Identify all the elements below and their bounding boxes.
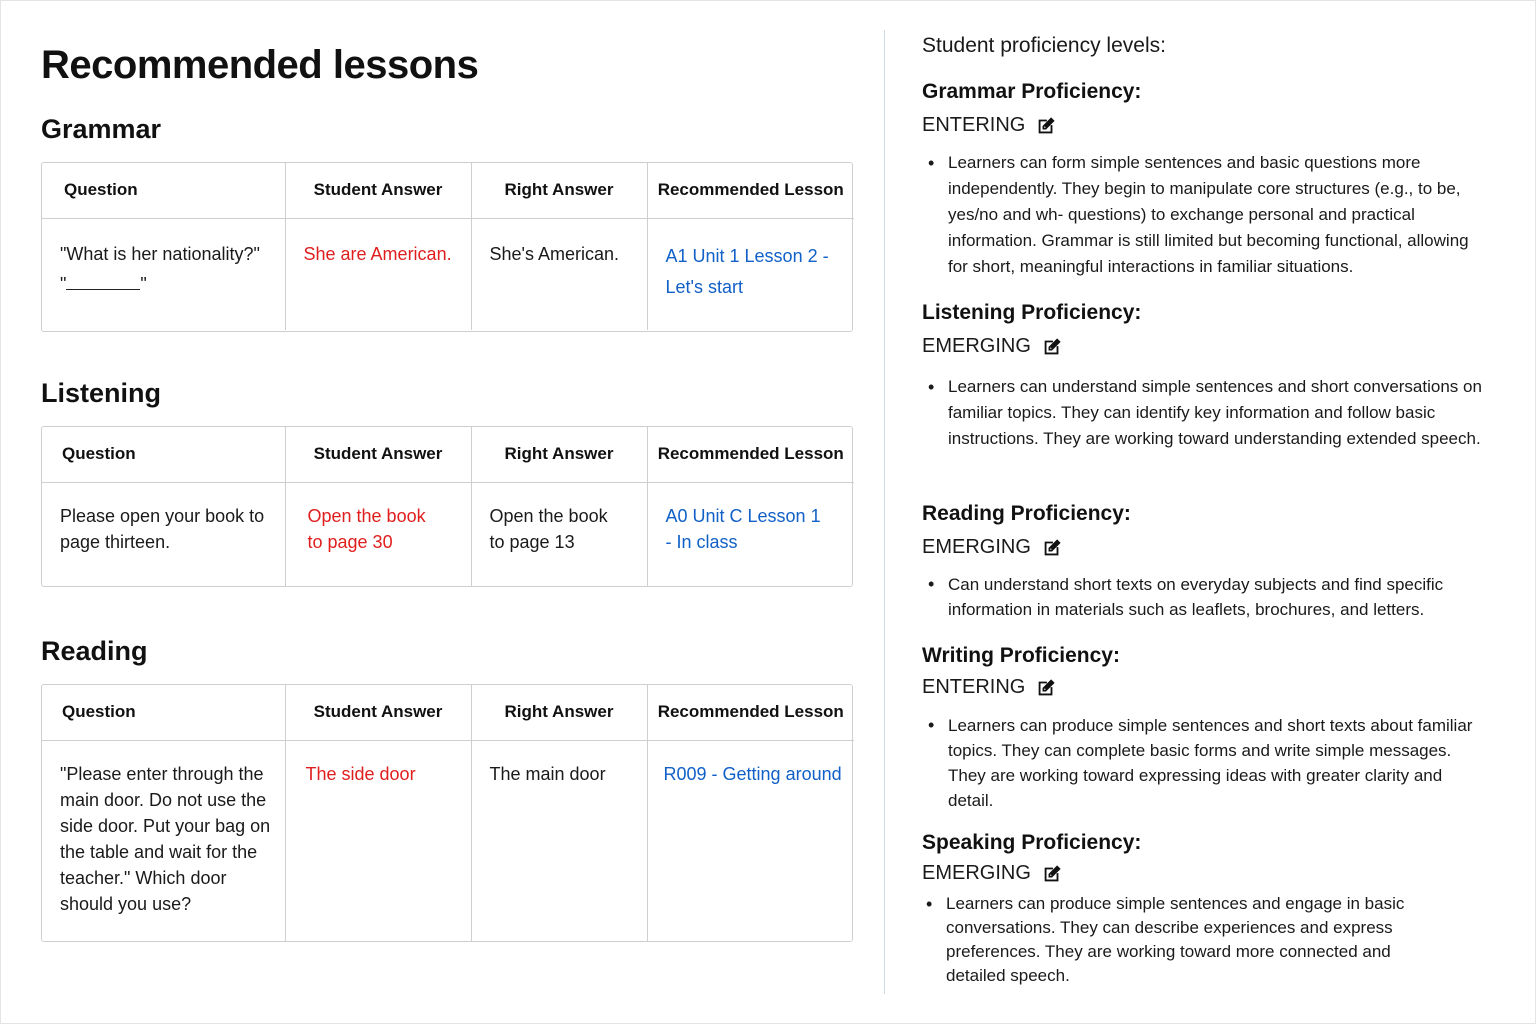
recommended-lesson-cell	[647, 218, 854, 330]
section-title-listening: Listening	[41, 378, 161, 408]
header-recommended-lesson: Recommended Lesson	[647, 427, 854, 482]
reading-proficiency-description: • Can understand short texts on everyday subjects and find specific information in materials such as leaflets, brochures, and letters.	[948, 572, 1488, 622]
student-answer-cell: She are American.	[285, 218, 471, 330]
page-title: Recommended lessons	[41, 43, 479, 87]
grammar-proficiency-title: Grammar Proficiency:	[922, 80, 1142, 103]
edit-icon[interactable]	[1041, 537, 1063, 559]
section-title-grammar: Grammar	[41, 114, 162, 144]
header-right-answer: Right Answer	[471, 685, 647, 740]
right-answer-cell: The main door	[471, 740, 647, 942]
lesson-link[interactable]: A0 Unit C Lesson 1 - In class	[665, 505, 821, 552]
writing-proficiency-level	[922, 676, 1057, 699]
header-question: Question	[42, 163, 285, 218]
level-label: ENTERING	[922, 114, 1026, 136]
question-cell: "Please enter through the main door. Do not use the side door. Put your bag on the table and wait for the teacher." Which door should you use?	[42, 740, 285, 942]
column-divider	[884, 30, 885, 994]
reading-proficiency-title: Reading Proficiency:	[922, 502, 1131, 525]
question-cell	[42, 218, 285, 330]
right-answer-cell: Open the book to page 13	[471, 482, 647, 586]
lesson-link[interactable]: A1 Unit 1 Lesson 2 - Let's start	[665, 245, 829, 297]
lesson-link[interactable]: R009 - Getting around	[663, 763, 842, 784]
edit-icon[interactable]	[1041, 863, 1063, 885]
level-label: ENTERING	[922, 676, 1026, 698]
header-student-answer: Student Answer	[285, 427, 471, 482]
listening-table	[41, 426, 853, 587]
question-cell: Please open your book to page thirteen.	[42, 482, 285, 586]
speaking-proficiency-description: • Learners can produce simple sentences and engage in basic conversations. They can describe experiences and express preferences. They are working toward more connected and detailed speech.	[946, 892, 1416, 988]
recommended-lesson-cell	[647, 740, 854, 942]
edit-icon[interactable]	[1035, 677, 1057, 699]
table-header-row	[42, 163, 854, 218]
right-answer-cell: She's American.	[471, 218, 647, 330]
answer-blank: " "	[60, 273, 147, 294]
level-label: EMERGING	[922, 862, 1031, 884]
level-label: EMERGING	[922, 335, 1031, 357]
level-label: EMERGING	[922, 536, 1031, 558]
header-right-answer: Right Answer	[471, 163, 647, 218]
grammar-proficiency-description: • Learners can form simple sentences and basic questions more independently. They begin to manipulate core structures (e.g., to be, yes/no and wh- questions) to exchange personal and practical information. Grammar is still limited but becoming functional, allowing for short, meaningful interactions in familiar situations.	[948, 150, 1488, 280]
grammar-proficiency-level	[922, 114, 1057, 137]
recommended-lesson-cell	[647, 482, 854, 586]
header-question: Question	[42, 427, 285, 482]
grammar-table	[41, 162, 853, 332]
writing-proficiency-title: Writing Proficiency:	[922, 644, 1120, 667]
student-answer-cell: The side door	[285, 740, 471, 942]
reading-table	[41, 684, 853, 942]
edit-icon[interactable]	[1035, 115, 1057, 137]
table-row	[42, 218, 854, 330]
edit-icon[interactable]	[1041, 336, 1063, 358]
reading-proficiency-level	[922, 536, 1063, 559]
header-student-answer: Student Answer	[285, 685, 471, 740]
table-header-row	[42, 685, 854, 740]
table-header-row	[42, 427, 854, 482]
speaking-proficiency-title: Speaking Proficiency:	[922, 831, 1142, 854]
header-recommended-lesson: Recommended Lesson	[647, 163, 854, 218]
listening-proficiency-description: • Learners can understand simple sentences and short conversations on familiar topics. They can identify key information and follow basic instructions. They are working toward understanding extended speech.	[948, 374, 1488, 452]
table-row	[42, 482, 854, 586]
header-right-answer: Right Answer	[471, 427, 647, 482]
header-recommended-lesson: Recommended Lesson	[647, 685, 854, 740]
listening-proficiency-level	[922, 335, 1063, 358]
table-row	[42, 740, 854, 942]
listening-proficiency-title: Listening Proficiency:	[922, 301, 1142, 324]
speaking-proficiency-level	[922, 862, 1063, 885]
header-question: Question	[42, 685, 285, 740]
header-student-answer: Student Answer	[285, 163, 471, 218]
proficiency-heading: Student proficiency levels:	[922, 34, 1166, 57]
question-text: "What is her nationality?"	[60, 243, 260, 264]
section-title-reading: Reading	[41, 636, 148, 666]
student-answer-cell: Open the book to page 30	[285, 482, 471, 586]
writing-proficiency-description: • Learners can produce simple sentences and short texts about familiar topics. They can complete basic forms and write simple messages. They are working toward expressing ideas with greater clarity and detail.	[948, 713, 1488, 813]
